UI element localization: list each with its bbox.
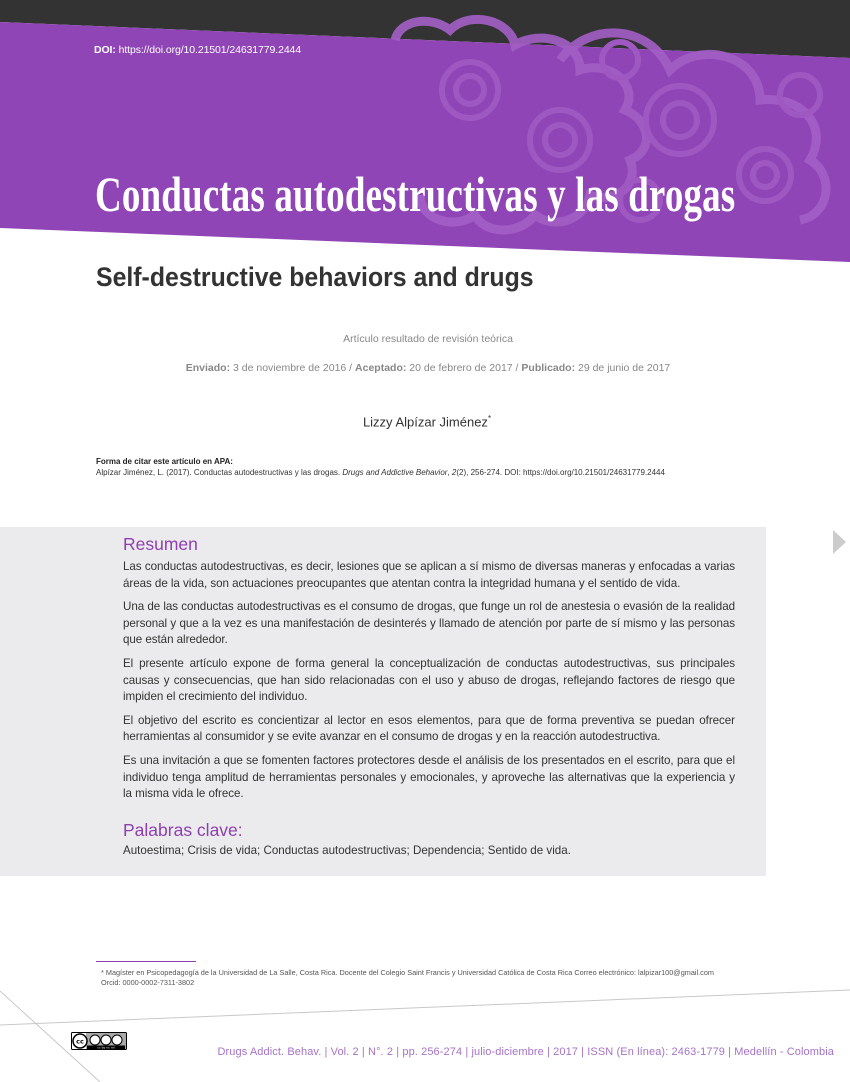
published-date: 29 de junio de 2017 <box>578 362 671 374</box>
abstract-section <box>0 527 766 876</box>
article-type: Artículo resultado de revisión teórica <box>343 333 513 345</box>
sent-date: 3 de noviembre de 2016 <box>233 362 347 374</box>
author-footnote-mark[interactable]: * <box>487 414 492 423</box>
abstract-paragraph: El presente artículo expone de forma general la conceptualización de conductas autodestructivas, sus principales causas y consecuencias, que han sido relacionadas con el uso y abuso de drogas, reflejando factores de riesgo que impiden el crecimiento del individuo. <box>123 656 735 704</box>
title-english: Self-destructive behaviors and drugs <box>96 262 534 292</box>
author-name: Lizzy Alpízar Jiménez* <box>362 414 492 430</box>
svg-text:cc: cc <box>76 1037 84 1046</box>
doi-value[interactable]: https://doi.org/10.21501/24631779.2444 <box>118 44 302 56</box>
keywords-text: Autoestima; Crisis de vida; Conductas autodestructivas; Dependencia; Sentido de vida. <box>123 843 571 857</box>
published-label: Publicado: <box>521 362 576 374</box>
doi-line[interactable] <box>94 44 301 56</box>
citation-text: Alpízar Jiménez, L. (2017). Conductas autodestructivas y las drogas. Drugs and Addictive Behavior, 2(2), 256-274. DOI: https://doi.org/10.21501/24631779.2444 <box>96 468 665 477</box>
citation-label: Forma de citar este artículo en APA: <box>96 457 233 466</box>
citation-journal: Drugs and Addictive Behavior <box>342 468 448 477</box>
citation-volume: 2 <box>451 468 457 477</box>
next-page-arrow-icon[interactable] <box>833 530 846 554</box>
abstract-paragraph: El objetivo del escrito es concientizar al lector en esos elementos, para que de forma preventiva se puedan ofrecer herramientas al consumidor y se evite avanzar en el consumo de drogas y en la reacción autodestructiva. <box>123 713 735 744</box>
footer-decoration <box>0 985 850 1082</box>
abstract-heading: Resumen <box>123 534 198 554</box>
keywords-heading: Palabras clave: <box>123 819 243 840</box>
creative-commons-license-icon[interactable] <box>71 1032 127 1050</box>
doi-label: DOI: <box>94 44 116 56</box>
footnote-rule <box>96 961 196 962</box>
publication-dates: Enviado: 3 de noviembre de 2016 / Aceptado: 20 de febrero de 2017 / Publicado: 29 de junio de 2017 <box>185 362 671 374</box>
title-spanish: Conductas autodestructivas y las drogas <box>95 166 736 222</box>
journal-footer: Drugs Addict. Behav. | Vol. 2 | N°. 2 | pp. 256-274 | julio-diciembre | 2017 | ISSN (En línea): 2463-1779 | Medellín - Colombia <box>217 1046 834 1058</box>
accepted-date: 20 de febrero de 2017 <box>409 362 513 374</box>
abstract-paragraph: Las conductas autodestructivas, es decir, lesiones que se aplican a sí mismo de diversas maneras y enfocadas a varias áreas de la vida, son actuaciones preocupantes que atentan contra la integridad humana y el sentido de vida. <box>123 560 735 590</box>
header-band <box>0 0 850 270</box>
sent-label: Enviado: <box>185 362 231 374</box>
author-footnote: * Magíster en Psicopedagogía de la Universidad de La Salle, Costa Rica. Docente del Colegio Saint Francis y Universidad Católica de Costa Rica Correo electrónico: lalpizar100@gmail.com Orcid: 0000-0002-7311-3802 <box>101 968 714 987</box>
accepted-label: Aceptado: <box>355 362 407 374</box>
svg-text:cc by nc nd: cc by nc nd <box>97 1045 115 1050</box>
abstract-paragraph: Es una invitación a que se fomenten factores protectores desde el análisis de los presentados en el escrito, para que el individuo tenga amplitud de herramientas personales y emocionales, y aproveche las alternativas que la experiencia y la misma vida le ofrece. <box>123 753 735 801</box>
abstract-paragraph: Una de las conductas autodestructivas es el consumo de drogas, que funge un rol de anestesia o evasión de la realidad personal y que a la vez es una manifestación de desinterés y llamado de atención por parte de sí mismo y las personas que están alrededor. <box>123 600 735 647</box>
